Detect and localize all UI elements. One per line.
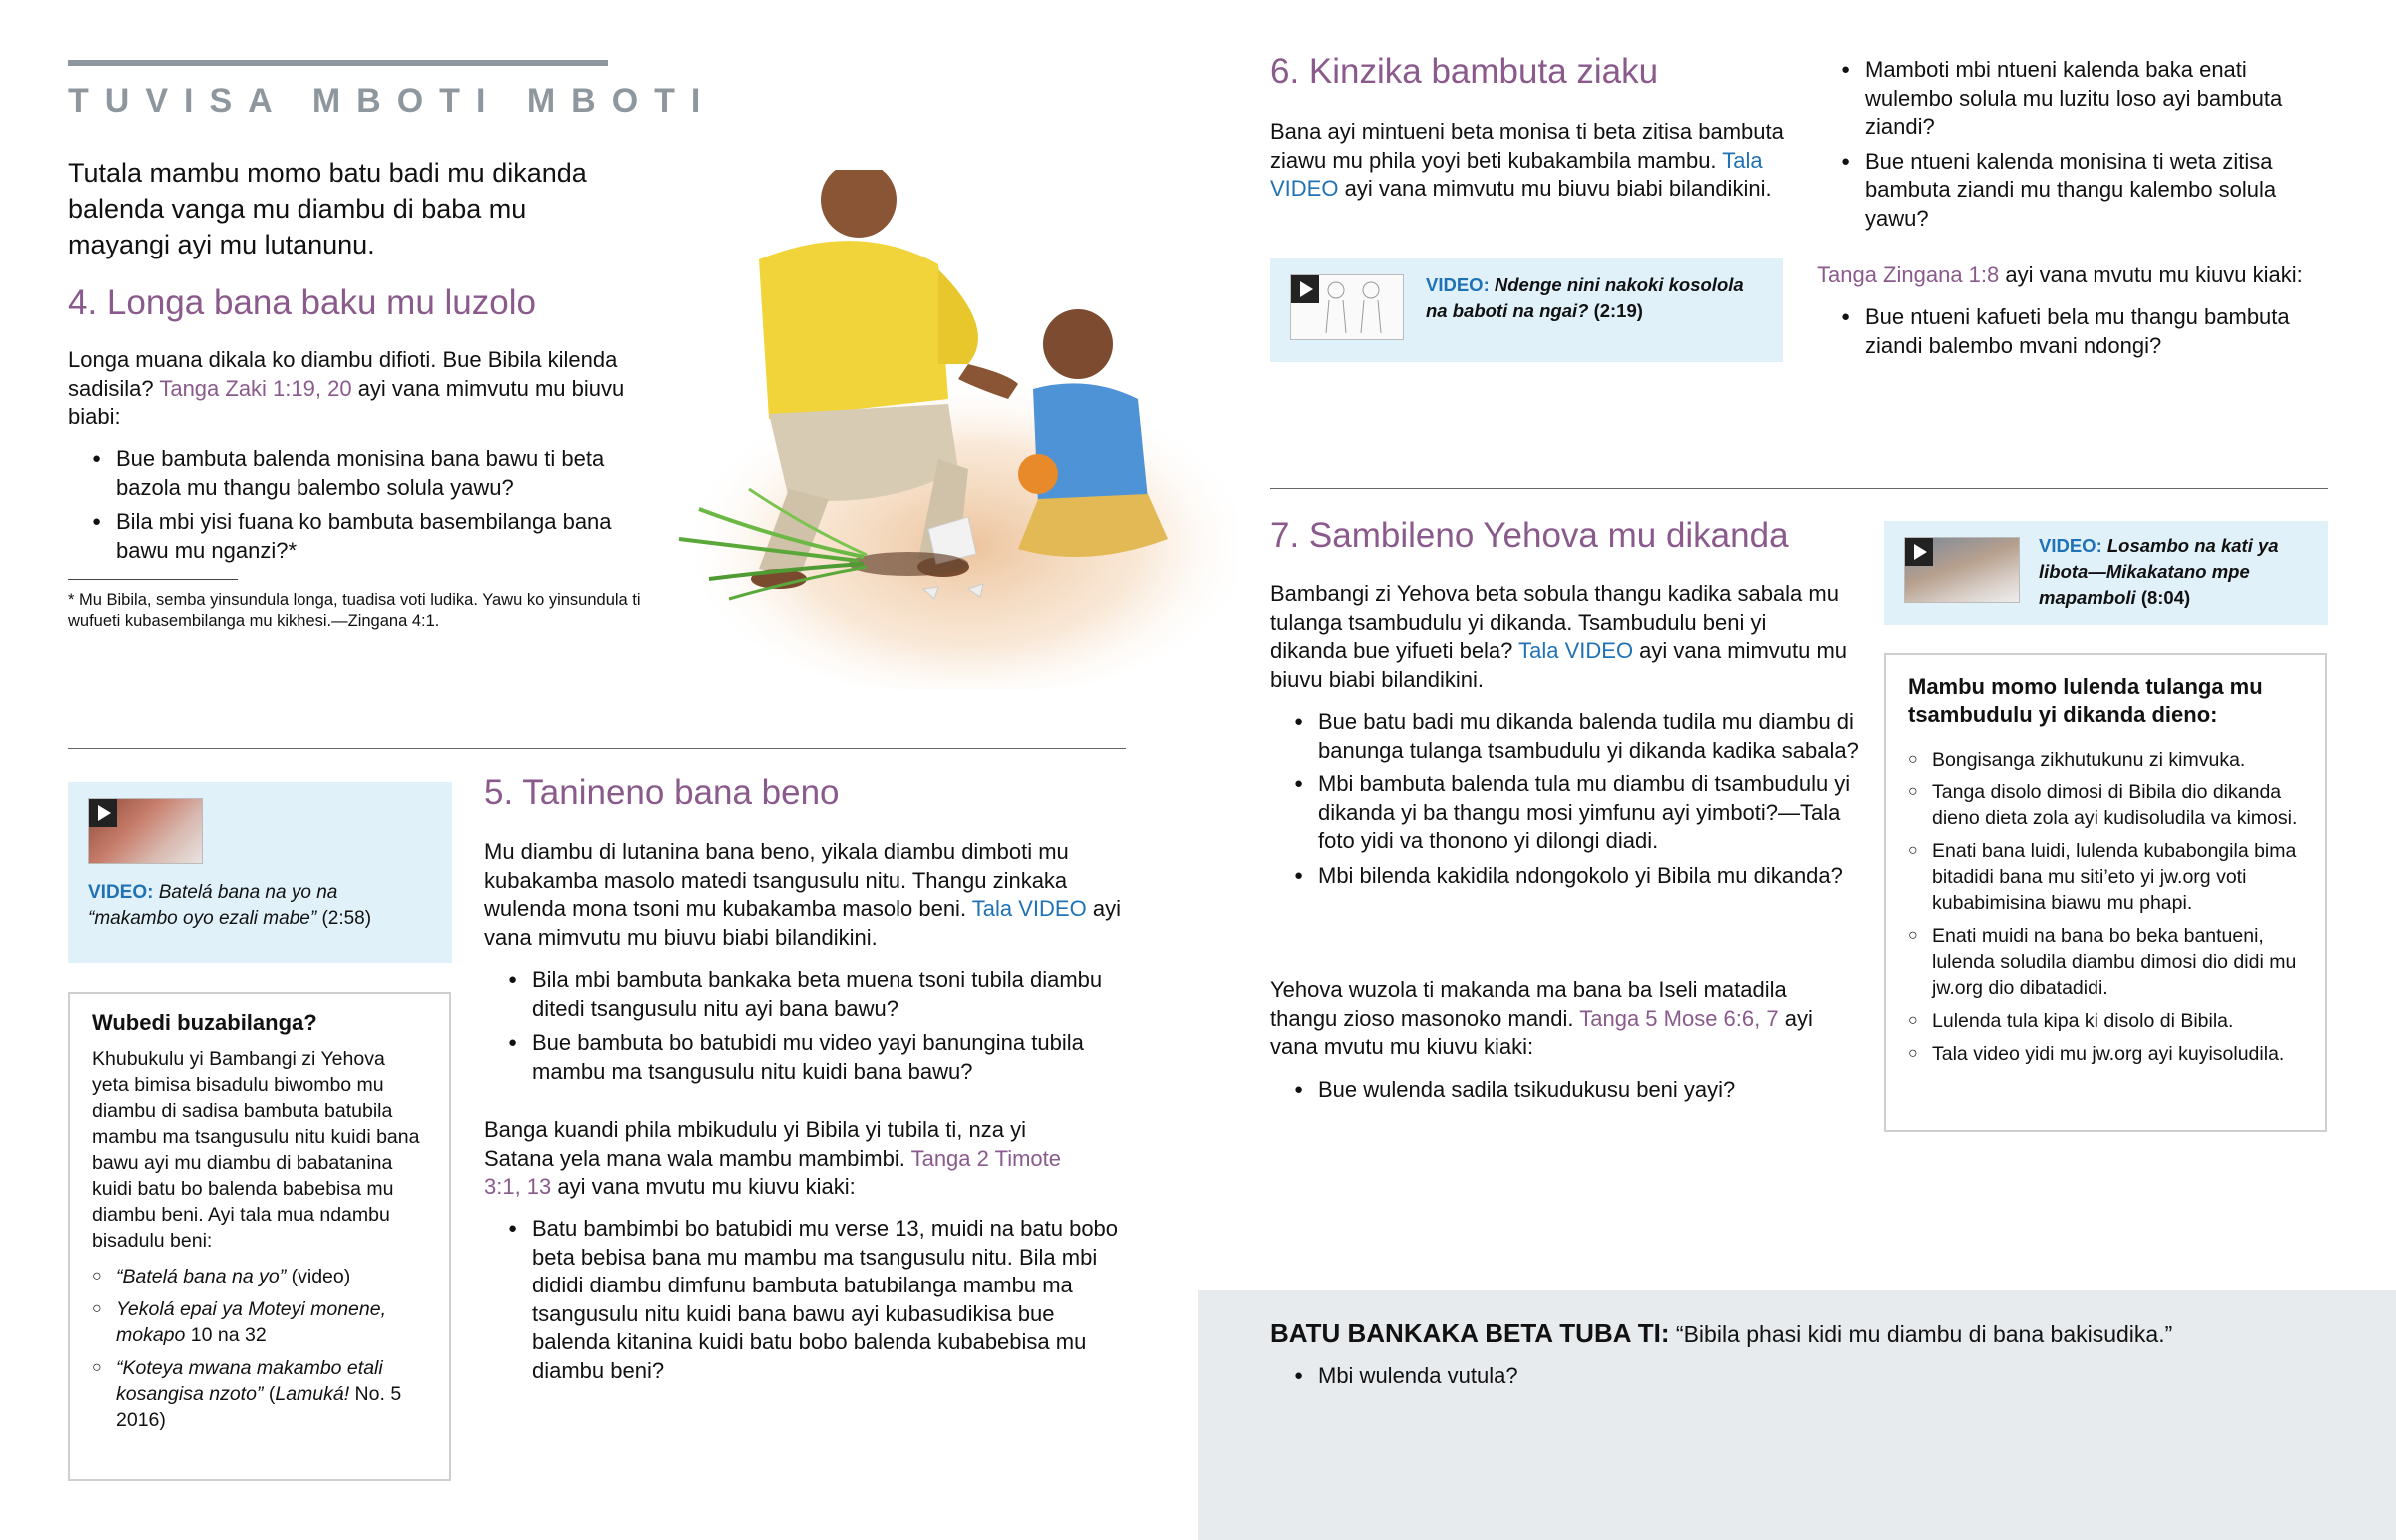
objection-label: BATU BANKAKA BETA TUBA TI: xyxy=(1270,1318,1670,1348)
s7-p1-text-b: ayi vana mimvutu mu biuvu biabi bilandikini. xyxy=(1270,638,1848,692)
section-6-paragraph-1 xyxy=(1270,118,1789,204)
header-bar xyxy=(68,60,608,66)
resource-paren: ( xyxy=(263,1383,276,1405)
s5-p2-text-b: ayi vana mvutu mu kiuvu kiaki: xyxy=(551,1174,856,1199)
list-item: ○ Lulenda tula kipa ki disolo di Bibila. xyxy=(1908,1008,2303,1034)
resource-list xyxy=(92,1264,427,1433)
list-item: ● Bue bambuta bo batubidi mu video yayi banungina tubila mambu ma tsangusulu nitu kuidi bana bawu? xyxy=(484,1029,1123,1086)
scripture-ref-zingana[interactable]: Tanga Zingana 1:8 xyxy=(1817,262,2000,287)
video-box-6[interactable] xyxy=(1270,258,1783,362)
scripture-ref-zaki[interactable]: Tanga Zaki 1:19, 20 xyxy=(159,375,352,401)
video-caption xyxy=(2039,533,2318,611)
video-label: VIDEO: xyxy=(1426,274,1490,295)
s6-p2-text-b: ayi vana mvutu mu kiuvu kiaki: xyxy=(1999,262,2303,287)
resource-magazine: Lamuká! xyxy=(275,1383,350,1405)
list-item: ● Bue ntueni kafueti bela mu thangu bambuta ziandi balembo mvani ndongi? xyxy=(1817,303,2336,360)
sidebar-box-resources xyxy=(68,992,451,1481)
video-title: Batelá bana na yo na “makambo oyo ezali mabe” xyxy=(88,882,338,929)
list-item[interactable] xyxy=(92,1264,427,1289)
section-7-heading: 7. Sambileno Yehova mu dikanda xyxy=(1270,516,1789,555)
video-label: VIDEO: xyxy=(2039,535,2102,556)
s4-p1-text-a: Longa muana dikala ko diambu difioti. Bue Bibila kilenda sadisila? xyxy=(68,347,618,401)
list-item: ○ Tanga disolo dimosi di Bibila dio dikanda dieno dieta zola ayi kudisoludila va kimosi. xyxy=(1908,779,2303,831)
scripture-ref-timote[interactable]: Tanga 2 Timote 3:1, 13 xyxy=(484,1145,1062,1199)
list-item: ● Batu bambimbi bo batubidi mu verse 13, muidi na batu bobo beta bebisa bana mu mambu ma tsangusulu nitu. Bila mbi dididi diambu dimfunu bambuta batubilanga mambu ma tsangusulu nitu kuidi bana bawu ayi kubasudikisa bue balenda kitanina kuidi batu bobo balenda kubabebisa mu diambu beni? xyxy=(484,1215,1123,1385)
video-thumbnail[interactable] xyxy=(1290,274,1404,340)
list-item: ○ Enati muidi na bana bo beka bantueni, lulenda soludila diambu dimosi dio didi mu jw.org dio dibatadidi. xyxy=(1908,923,2303,1001)
list-item: ○ Enati bana luidi, lulenda kubabongila bima bitadidi bana mu siti’eto yi jw.org voti kubabimisina biawu mu phapi. xyxy=(1908,838,2303,916)
s5-p2-text-a: Banga kuandi phila mbikudulu yi Bibila yi tubila ti, nza yi Satana yela mana wala mambu mambimbi. xyxy=(484,1117,1026,1171)
video-duration: (2:58) xyxy=(321,908,372,929)
list-item: ● Bue ntueni kalenda monisina ti weta zitisa bambuta ziandi mu thangu kalembo solula yawu? xyxy=(1817,148,2336,234)
sidebar-box-title: Mambu momo lulenda tulanga mu tsambudulu yi dikanda dieno: xyxy=(1908,674,2263,727)
section-5-paragraph-1 xyxy=(484,838,1123,952)
divider-left-mid xyxy=(68,748,1126,749)
list-item[interactable] xyxy=(92,1296,427,1348)
resource-chapters: 10 na 32 xyxy=(185,1324,267,1346)
list-item: ● Bue bambuta balenda monisina bana bawu ti beta bazola mu thangu balembo solula yawu? xyxy=(68,445,637,502)
section-6-paragraph-2 xyxy=(1817,261,2356,290)
footnote: * Mu Bibila, semba yinsundula longa, tuadisa voti ludika. Yawu ko yinsundula ti wufueti kubasembilanga mu kikhesi.—Zingana 4:1. xyxy=(68,591,641,630)
list-item[interactable] xyxy=(92,1355,427,1433)
s7-p2-text-a: Yehova wuzola ti makanda ma bana ba Iseli matadila thangu zioso masonoko mandi. xyxy=(1270,977,1787,1031)
list-item: ● Mbi bambuta balenda tula mu diambu di tsambudulu yi dikanda yi ba thangu mosi yimfunu ayi yimboti?—Tala foto yidi va thonono yi dilongi diadi. xyxy=(1270,770,1859,856)
s5-p1-text-a: Mu diambu di lutanina bana beno, yikala diambu dimboti mu kubakamba masolo matedi tsangusulu nitu. Thangu zinkaka wulenda mona tsoni mu kubakamba masolo beni. xyxy=(484,839,1069,921)
resource-title: “Batelá bana na yo” xyxy=(116,1266,287,1287)
video-duration: (8:04) xyxy=(2140,587,2191,608)
sidebar-box-title: Wubedi buzabilanga? xyxy=(92,1010,317,1035)
list-item: ● Bila mbi yisi fuana ko bambuta basembilanga bana bawu mu nganzi?* xyxy=(68,508,637,565)
resource-type: (video) xyxy=(286,1266,351,1287)
video-thumbnail[interactable] xyxy=(1904,537,2020,603)
tala-video-link[interactable]: Tala VIDEO xyxy=(1270,147,1763,201)
list-item: ● Mamboti mbi ntueni kalenda baka enati wulembo solula mu luzitu loso ayi bambuta ziandi? xyxy=(1817,56,2336,142)
divider-right-mid xyxy=(1270,488,2328,489)
resource-title: Yekolá epai ya Moteyi monene, mokapo xyxy=(116,1298,387,1346)
resource-issue: No. 5 2016) xyxy=(116,1383,402,1431)
s7-p2-text-b: ayi vana mvutu mu kiuvu kiaki: xyxy=(1270,1005,1813,1059)
list-item: ● Mbi bilenda kakidila ndongokolo yi Bibila mu dikanda? xyxy=(1270,862,1859,891)
section-6-questions-1 xyxy=(1817,56,2336,239)
objection-quote: “Bibila phasi kidi mu diambu di bana bakisudika.” xyxy=(1669,1321,2173,1347)
worship-ideas-list xyxy=(1908,747,2303,1067)
scripture-ref-mose[interactable]: Tanga 5 Mose 6:6, 7 xyxy=(1579,1005,1779,1031)
list-item: ● Bue batu badi mu dikanda balenda tudila mu diambu di banunga tulanga tsambudulu yi dikanda kadika sabala? xyxy=(1270,708,1859,765)
section-5-questions-2 xyxy=(484,1215,1123,1391)
objection-question xyxy=(1270,1362,2069,1397)
s6-p1-text-a: Bana ayi mintueni beta monisa ti beta zitisa bambuta ziawu mu phila yoyi beti kubakambila mambu. xyxy=(1270,119,1784,173)
section-5-paragraph-2 xyxy=(484,1116,1063,1202)
illustration-father-son xyxy=(639,170,1238,689)
sidebar-box-worship-ideas xyxy=(1884,653,2327,1132)
play-icon[interactable] xyxy=(89,799,117,827)
resource-title: “Koteya mwana makambo etali kosangisa nzoto” xyxy=(116,1357,383,1405)
tala-video-link[interactable]: Tala VIDEO xyxy=(1518,638,1634,663)
section-5-heading: 5. Tanineno bana beno xyxy=(484,773,840,812)
video-label: VIDEO: xyxy=(88,882,154,903)
video-thumbnail[interactable] xyxy=(88,798,203,864)
list-item: ○ Bongisanga zikhutukunu zi kimvuka. xyxy=(1908,747,2303,772)
section-6-questions-2 xyxy=(1817,303,2336,366)
footnote-rule xyxy=(68,579,238,580)
video-title: Ndenge nini nakoki kosolola na baboti na ngai? xyxy=(1426,274,1744,321)
list-item: ○ Tala video yidi mu jw.org ayi kuyisoludila. xyxy=(1908,1041,2303,1067)
video-title: Losambo na kati ya libota—Mikakatano mpe mapamboli xyxy=(2039,535,2279,608)
list-item: ● Bue wulenda sadila tsikudukusu beni yayi? xyxy=(1270,1076,1859,1105)
section-7-paragraph-2 xyxy=(1270,976,1849,1062)
sketch-figures xyxy=(1291,275,1403,339)
sidebar-box-paragraph: Khubukulu yi Bambangi zi Yehova yeta bimisa bisadulu biwombo mu diambu di sadisa bambuta batubila mambu ma tsangusulu nitu kuidi bana bawu ayi mu diambu di babatanina kuidi batu bo balenda babebisa mu diambu beni. Ayi tala mua ndambu bisadulu beni: xyxy=(92,1048,420,1252)
s5-p1-text-b: ayi vana mimvutu mu biuvu biabi bilandikini. xyxy=(484,896,1121,950)
s7-p1-text-a: Bambangi zi Yehova beta sobula thangu kadika sabala mu tulanga tsambudulu yi dikanda. Tsambudulu beni yi dikanda bue yifueti bela? xyxy=(1270,581,1839,663)
video-box-5[interactable] xyxy=(68,782,452,963)
section-4-paragraph xyxy=(68,346,657,432)
list-item: ● Bila mbi bambuta bankaka beta muena tsoni tubila diambu ditedi tsangusulu nitu ayi bana bawu? xyxy=(484,966,1123,1023)
tala-video-link[interactable]: Tala VIDEO xyxy=(971,896,1087,921)
objection-panel xyxy=(1198,1290,2396,1540)
section-6-heading: 6. Kinzika bambuta ziaku xyxy=(1270,52,1659,91)
video-box-7[interactable] xyxy=(1884,521,2328,625)
section-5-questions-1 xyxy=(484,966,1123,1092)
section-7-questions-2 xyxy=(1270,1076,1859,1111)
video-duration: (2:19) xyxy=(1593,300,1643,321)
video-caption xyxy=(88,880,427,932)
video-caption xyxy=(1426,272,1765,324)
section-7-questions-1 xyxy=(1270,708,1859,896)
section-4-heading: 4. Longa bana baku mu luzolo xyxy=(68,283,536,322)
intro-text: Tutala mambu momo batu badi mu dikanda balenda vanga mu diambu di baba mu mayangi ayi mu lutanunu. xyxy=(68,158,587,259)
s4-p1-text-b: ayi vana mimvutu mu biuvu biabi: xyxy=(68,375,625,429)
play-icon[interactable] xyxy=(1905,538,1933,566)
list-item: ● Mbi wulenda vutula? xyxy=(1270,1362,2069,1391)
objection-statement xyxy=(1270,1318,2368,1349)
page-title: TUVISA MBOTI MBOTI xyxy=(68,82,717,120)
section-7-paragraph-1 xyxy=(1270,580,1849,694)
s6-p1-text-b: ayi vana mimvutu mu biuvu biabi bilandikini. xyxy=(1338,176,1772,201)
section-4-questions xyxy=(68,445,637,571)
